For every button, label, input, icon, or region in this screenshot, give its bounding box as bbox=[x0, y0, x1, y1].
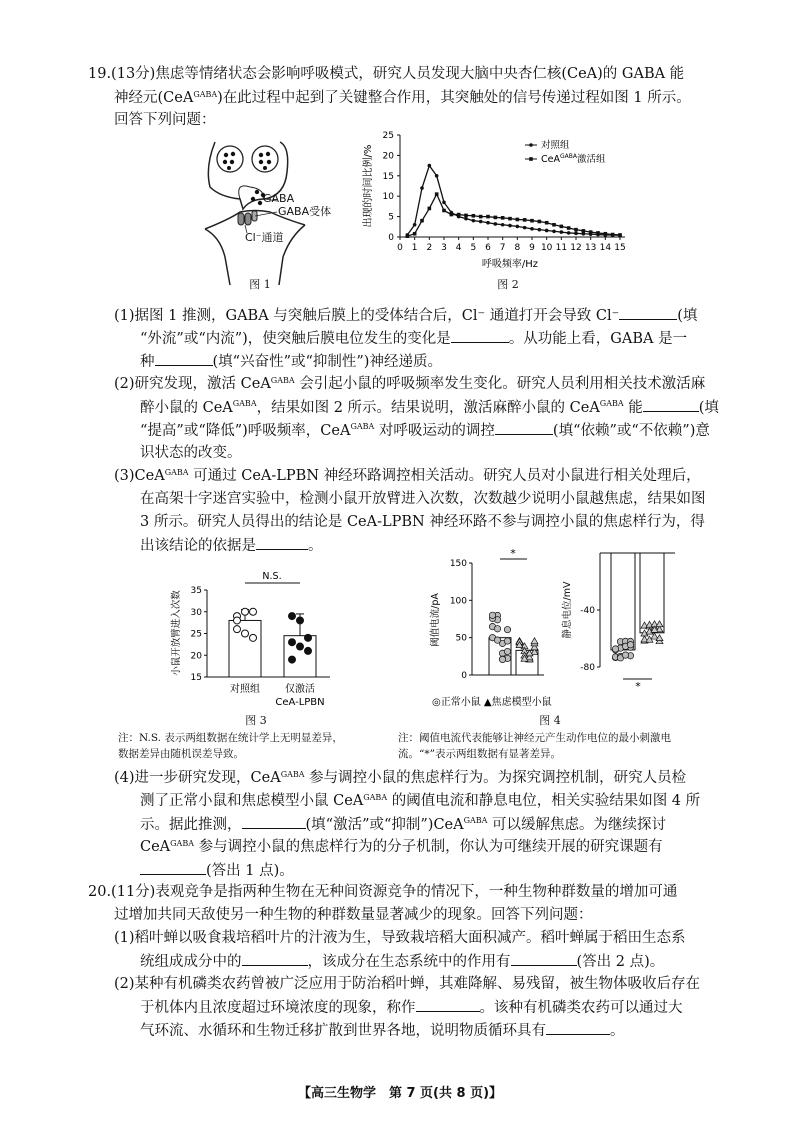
q19-p3-line4: 出该结论的依据是 。 bbox=[140, 535, 323, 556]
data-point bbox=[242, 630, 249, 637]
point-control bbox=[538, 228, 542, 232]
point-activated bbox=[457, 213, 461, 217]
q19-p1-line3: 种 (填“兴奋性”或“抑制性”)神经递质。 bbox=[140, 351, 442, 372]
panel2-y-tick-label: -40 bbox=[580, 606, 595, 616]
panel2-sig-star: * bbox=[635, 680, 641, 693]
point-activated bbox=[494, 216, 498, 220]
x-tick-label: 0 bbox=[397, 243, 403, 253]
panel1-point-normal bbox=[504, 648, 510, 654]
point-activated bbox=[413, 232, 417, 236]
point-control bbox=[552, 229, 556, 233]
data-point bbox=[297, 643, 304, 650]
panel1-point-normal bbox=[489, 612, 495, 618]
point-activated bbox=[435, 192, 439, 196]
x-tick-label: 9 bbox=[529, 243, 535, 253]
q19-p1-line2: “外流”或“内流”)，使突触后膜电位发生的变化是 。从功能上看，GABA 是一 bbox=[140, 328, 687, 349]
panel2-point-anxiety bbox=[656, 621, 663, 627]
panel1-point-normal bbox=[499, 656, 505, 662]
point-control bbox=[530, 227, 534, 231]
point-activated bbox=[486, 215, 490, 219]
point-control bbox=[464, 217, 468, 221]
q19-p4-line3: 示。据此推测， (填“激活”或“抑制”)CeA$^{GABA}$ 可以缓解焦虑。为继续探讨 bbox=[140, 816, 667, 833]
y-tick-label: 10 bbox=[382, 192, 394, 203]
panel2-bar-2 bbox=[640, 553, 664, 633]
data-point bbox=[289, 656, 296, 663]
figure-4-caption: 图 4 bbox=[539, 714, 561, 727]
data-point bbox=[289, 613, 296, 620]
panel1-y-axis-label: 阈值电流/pA bbox=[430, 593, 441, 647]
y-tick-label: 25 bbox=[190, 629, 202, 640]
y-tick-label: 20 bbox=[382, 151, 394, 162]
figure-4-note-1: 注：阈值电流代表能够让神经元产生动作电位的最小刺激电 bbox=[398, 732, 671, 744]
panel2-y-tick-label: -80 bbox=[580, 663, 595, 673]
panel2-point-normal bbox=[612, 646, 618, 652]
panel2-y-axis-label: 静息电位/mV bbox=[562, 581, 573, 639]
point-control bbox=[574, 232, 578, 236]
panel1-point-normal bbox=[494, 626, 500, 632]
data-point bbox=[289, 639, 296, 646]
panel2-bar-1 bbox=[611, 553, 635, 650]
figure-3-note-1: 注：N.S. 表示两组数据在统计学上无明显差异， bbox=[118, 732, 343, 744]
x-tick-label: 15 bbox=[614, 243, 626, 253]
q19-p1-line1: (1)据图 1 推测，GABA 与突触后膜上的受体结合后，Cl⁻ 通道打开会导致 Cl⁻ (填 bbox=[114, 305, 697, 326]
y-tick-label: 5 bbox=[388, 212, 394, 223]
q20-p2-line3: 气环流、水循环和生物迁移扩散到世界各地，说明物质循环具有 。 bbox=[140, 1020, 625, 1041]
point-activated bbox=[523, 218, 527, 222]
point-control bbox=[560, 230, 564, 234]
point-control bbox=[545, 229, 549, 233]
x-tick-label: 2 bbox=[426, 243, 433, 253]
panel1-point-normal bbox=[494, 637, 500, 643]
legend-label-activated: CeA$^{GABA}$激活组 bbox=[541, 153, 606, 165]
point-control bbox=[442, 201, 446, 205]
q19-p2-line3: “提高”或“降低”)呼吸频率，CeA$^{GABA}$ 对呼吸运动的调控 (填“依赖”或“不依赖”)意 bbox=[140, 422, 710, 439]
figure-3-note-2: 数据差异由随机误差导致。 bbox=[118, 748, 244, 760]
q20-p1-line1: (1)稻叶蝉以吸食栽培稻叶片的汁液为生，导致栽培稻大面积减产。稻叶蝉属于稻田生态系 bbox=[114, 930, 686, 946]
ns-label: N.S. bbox=[262, 571, 282, 582]
point-control bbox=[486, 221, 490, 225]
category-label-circuit: CeA-LPBN bbox=[275, 697, 325, 708]
point-activated bbox=[538, 220, 542, 224]
data-point bbox=[250, 634, 257, 641]
point-activated bbox=[611, 233, 615, 237]
point-control bbox=[479, 220, 483, 224]
panel1-point-normal bbox=[504, 638, 510, 644]
x-axis-label: 呼吸频率/Hz bbox=[481, 259, 539, 270]
point-activated bbox=[406, 234, 410, 238]
q19-line2: 神经元(CeA$^{GABA}$)在此过程中起到了关键整合作用，其突触处的信号传递过程如图 1 所示。 bbox=[114, 90, 691, 106]
point-control bbox=[428, 164, 432, 168]
fig1-label-channel: Cl⁻通道 bbox=[245, 231, 284, 244]
x-tick-label: 14 bbox=[599, 243, 612, 253]
y-tick-label: 20 bbox=[190, 651, 202, 662]
x-tick-label: 10 bbox=[540, 243, 553, 253]
x-tick-label: 4 bbox=[455, 243, 462, 253]
point-control bbox=[516, 225, 520, 229]
y-tick-label: 25 bbox=[382, 131, 394, 141]
y-tick-label: 0 bbox=[388, 233, 394, 243]
figure-2-line-chart bbox=[355, 125, 645, 275]
q20-line2: 过增加共同天敌使另一种生物的种群数量显著减少的现象。回答下列问题： bbox=[114, 907, 593, 923]
panel1-y-tick-label: 100 bbox=[449, 596, 467, 607]
point-activated bbox=[596, 231, 600, 235]
x-tick-label: 8 bbox=[514, 243, 521, 253]
x-tick-label: 6 bbox=[485, 243, 491, 253]
point-control bbox=[523, 226, 527, 230]
x-tick-label: 12 bbox=[570, 243, 582, 253]
x-tick-label: 7 bbox=[499, 243, 506, 253]
panel1-y-tick-label: 0 bbox=[461, 671, 467, 681]
point-activated bbox=[574, 228, 578, 232]
y-axis-label: 出现的时间比例/% bbox=[363, 144, 374, 228]
x-tick-label: 5 bbox=[470, 243, 477, 253]
x-tick-label: 11 bbox=[555, 243, 568, 253]
point-control bbox=[567, 231, 571, 235]
panel2-point-normal bbox=[622, 652, 628, 658]
x-tick-label: 13 bbox=[584, 243, 597, 253]
point-activated bbox=[464, 214, 468, 218]
category-label-activated: 仅激活 bbox=[285, 684, 315, 695]
data-point bbox=[250, 608, 257, 615]
point-control bbox=[413, 223, 417, 227]
point-control bbox=[501, 223, 505, 227]
point-activated bbox=[618, 233, 622, 237]
q19-p4-line5: (答出 1 点)。 bbox=[140, 860, 294, 881]
figure-1-caption: 图 1 bbox=[249, 278, 271, 291]
legend-marker-control bbox=[529, 143, 533, 147]
point-activated bbox=[552, 223, 556, 227]
point-activated bbox=[420, 219, 424, 223]
fig1-label-receptor: GABA受体 bbox=[278, 205, 332, 218]
figure-4-note-2: 流。“*”表示两组数据有显著差异。 bbox=[398, 748, 561, 760]
point-activated bbox=[545, 221, 549, 225]
point-activated bbox=[516, 218, 520, 222]
data-point bbox=[234, 617, 241, 624]
panel2-point-normal bbox=[627, 642, 633, 648]
figure-4-legend: ◎正常小鼠 ▲焦虑模型小鼠 bbox=[432, 697, 552, 708]
y-tick-label: 35 bbox=[190, 586, 202, 596]
figure-4-scatter-charts bbox=[420, 545, 705, 710]
point-activated bbox=[508, 217, 512, 221]
page-footer: 【高三生物学 第 7 页(共 8 页)】 bbox=[297, 1086, 503, 1101]
legend-marker-activated bbox=[529, 157, 533, 161]
q20-p2-line1: (2)某种有机磷类农药曾被广泛应用于防治稻叶蝉，其难降解、易残留，被生物体吸收后存在 bbox=[114, 976, 701, 992]
y-tick-label: 15 bbox=[382, 171, 394, 182]
figure-3-bar-chart bbox=[165, 565, 355, 710]
data-point bbox=[305, 634, 312, 641]
point-control bbox=[472, 219, 476, 223]
q19-p2-line2: 醉小鼠的 CeA$^{GABA}$，结果如图 2 所示。结果说明，激活麻醉小鼠的 CeA$^{GABA}$ 能 (填 bbox=[140, 399, 719, 416]
point-activated bbox=[582, 229, 586, 233]
q20-p1-line2: 统组成成分中的 ，该成分在生态系统中的作用有 (答出 2 点)。 bbox=[140, 951, 664, 972]
x-tick-label: 1 bbox=[411, 243, 418, 253]
point-control bbox=[420, 186, 424, 190]
q19-p3-line1: (3)CeA$^{GABA}$ 可通过 CeA-LPBN 神经环路调控相关活动。研究人员对小鼠进行相关处理后， bbox=[114, 468, 701, 484]
fig1-label-gaba: GABA bbox=[263, 192, 295, 205]
panel1-sig-star: * bbox=[510, 547, 516, 560]
q20-line1: 20.(11分)表观竞争是指两种生物在无种间资源竞争的情况下，一种生物种群数量的增加可通 bbox=[88, 884, 678, 900]
panel1-y-tick-label: 150 bbox=[449, 559, 467, 569]
point-control bbox=[435, 174, 439, 178]
data-point bbox=[305, 647, 312, 654]
y-axis-label: 小鼠开放臂进入次数 bbox=[171, 590, 182, 676]
panel1-point-normal bbox=[504, 626, 510, 632]
data-point bbox=[297, 617, 304, 624]
panel1-y-tick-label: 50 bbox=[455, 633, 467, 644]
q19-line1: 19.(13分)焦虑等情绪状态会影响呼吸模式，研究人员发现大脑中央杏仁核(CeA)的 GABA 能 bbox=[88, 66, 685, 82]
series-line-2 bbox=[407, 194, 620, 236]
q19-p4-line4: CeA$^{GABA}$ 参与调控小鼠的焦虑样行为的分子机制，你认为可继续开展的研究课题有 bbox=[140, 839, 663, 855]
q19-p3-line2: 在高架十字迷宫实验中，检测小鼠开放臂进入次数，次数越少说明小鼠越焦虑，结果如图 bbox=[140, 491, 706, 507]
q19-p2-line4: 识状态的改变。 bbox=[140, 445, 242, 461]
point-control bbox=[508, 224, 512, 228]
data-point bbox=[242, 608, 249, 615]
q19-p3-line3: 3 所示。研究人员得出的结论是 CeA-LPBN 神经环路不参与调控小鼠的焦虑样行为，得 bbox=[140, 514, 705, 530]
legend-label-control: 对照组 bbox=[541, 140, 570, 151]
q20-p2-line2: 于机体内且浓度超过环境浓度的现象，称作 。该种有机磷类农药可以通过大 bbox=[140, 997, 683, 1018]
category-label-control: 对照组 bbox=[230, 684, 260, 695]
y-tick-label: 15 bbox=[190, 673, 202, 683]
point-activated bbox=[604, 232, 608, 236]
point-activated bbox=[472, 214, 476, 218]
point-activated bbox=[428, 207, 432, 211]
q19-p2-line1: (2)研究发现，激活 CeA$^{GABA}$ 会引起小鼠的呼吸频率发生变化。研究人员利用相关技术激活麻 bbox=[114, 376, 706, 392]
data-point bbox=[234, 626, 241, 633]
point-activated bbox=[442, 209, 446, 213]
point-activated bbox=[501, 216, 505, 220]
q19-line3: 回答下列问题： bbox=[114, 112, 216, 128]
figure-3-caption: 图 3 bbox=[245, 714, 267, 727]
point-activated bbox=[479, 215, 483, 219]
figure-2-caption: 图 2 bbox=[497, 278, 519, 291]
q19-p4-line1: (4)进一步研究发现，CeA$^{GABA}$ 参与调控小鼠的焦虑样行为。为探究调控机制，研究人员检 bbox=[114, 770, 687, 786]
point-activated bbox=[560, 225, 564, 229]
x-tick-label: 3 bbox=[441, 243, 447, 253]
point-activated bbox=[530, 219, 534, 223]
panel1-point-anxiety bbox=[531, 638, 538, 644]
q19-p4-line2: 测了正常小鼠和焦虑模型小鼠 CeA$^{GABA}$ 的阈值电流和静息电位，相关实验结果如图 4 所 bbox=[140, 793, 701, 809]
point-control bbox=[494, 222, 498, 226]
point-activated bbox=[450, 213, 454, 217]
point-activated bbox=[589, 230, 593, 234]
point-activated bbox=[567, 226, 571, 230]
y-tick-label: 30 bbox=[190, 607, 202, 618]
